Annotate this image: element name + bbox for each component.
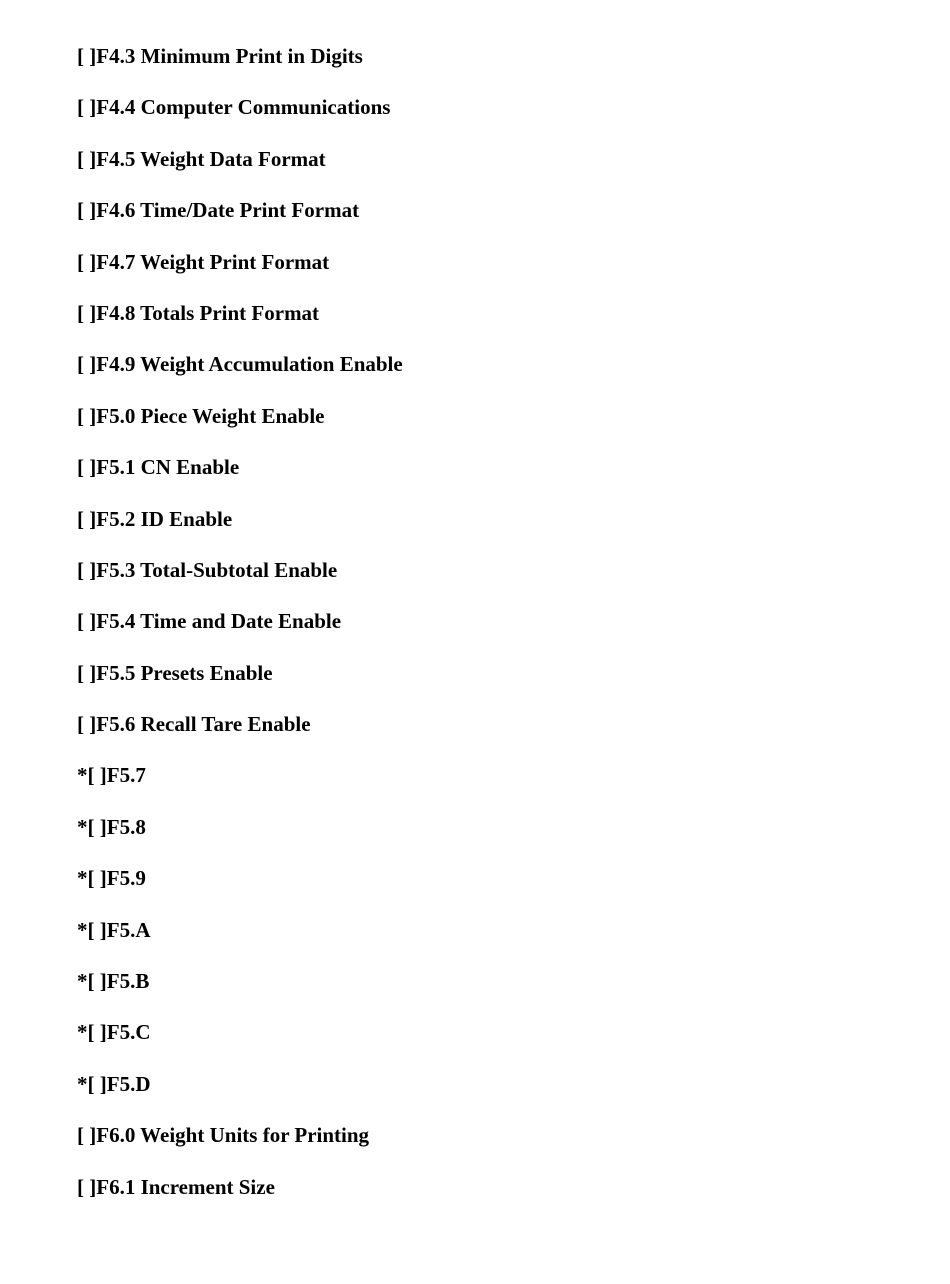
checklist-item-f4-7: [ ]F4.7 Weight Print Format [77,249,330,274]
checklist-item-f5-2: [ ]F5.2 ID Enable [77,506,233,531]
checklist-item-f5-b: *[ ]F5.B [77,969,150,994]
checklist-item-f5-6: [ ]F5.6 Recall Tare Enable [77,712,311,737]
checklist-item-f6-0: [ ]F6.0 Weight Units for Printing [77,1123,370,1148]
checklist-item-f4-3: [ ]F4.3 Minimum Print in Digits [77,44,363,68]
checklist-item-f5-0: [ ]F5.0 Piece Weight Enable [77,403,325,428]
checklist-item-f6-1: [ ]F6.1 Increment Size [77,1174,275,1199]
checklist-item-f5-4: [ ]F5.4 Time and Date Enable [77,609,342,634]
checklist-item-f4-4: [ ]F4.4 Computer Communications [77,95,391,120]
checklist-item-f5-7: *[ ]F5.7 [77,763,146,788]
checklist-item-f5-c: *[ ]F5.C [77,1020,151,1045]
checklist-item-f5-5: [ ]F5.5 Presets Enable [77,660,273,685]
checklist-item-f5-d: *[ ]F5.D [77,1071,151,1096]
checklist-item-f5-1: [ ]F5.1 CN Enable [77,455,240,480]
checklist-item-f5-3: [ ]F5.3 Total-Subtotal Enable [77,557,338,582]
checklist-item-f4-9: [ ]F4.9 Weight Accumulation Enable [77,352,403,377]
checklist-item-f4-5: [ ]F4.5 Weight Data Format [77,146,326,171]
checklist-item-f5-9: *[ ]F5.9 [77,866,146,891]
checklist-item-f4-6: [ ]F4.6 Time/Date Print Format [77,198,360,223]
function-checklist [77,42,403,1224]
checklist-item-f5-8: *[ ]F5.8 [77,814,146,839]
checklist-item-f4-8: [ ]F4.8 Totals Print Format [77,300,320,325]
checklist-item-f5-a: *[ ]F5.A [77,917,151,942]
